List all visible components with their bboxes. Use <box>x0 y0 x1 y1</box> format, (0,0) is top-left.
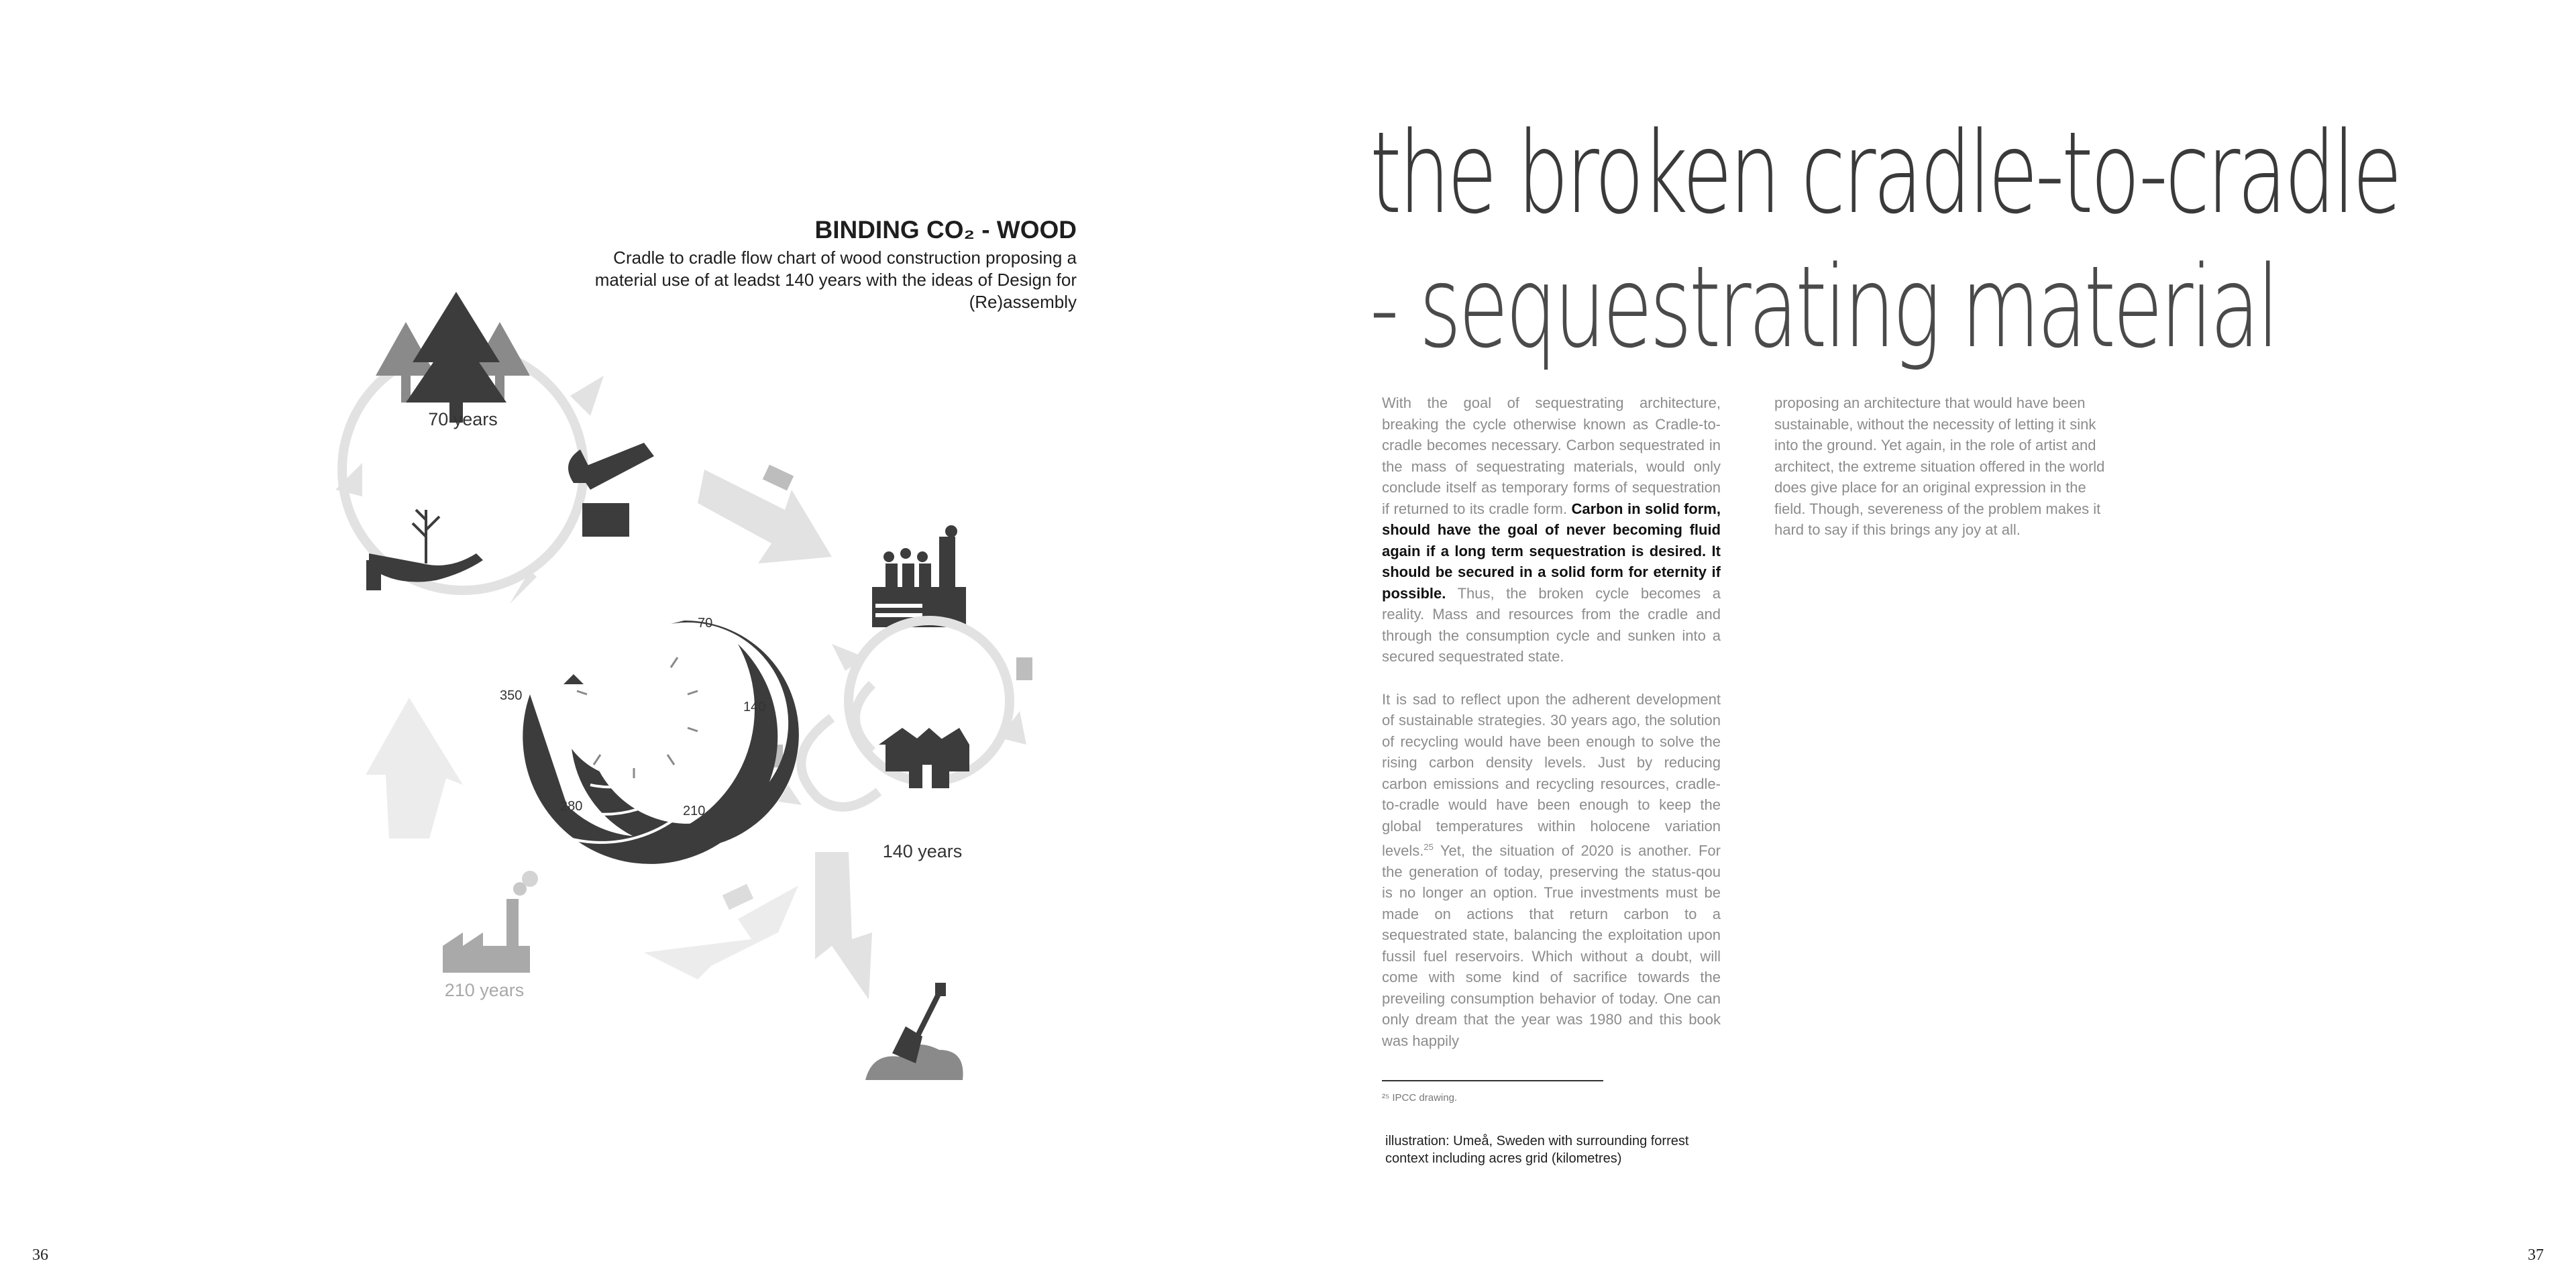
gauge-tick-350: 350 <box>500 688 523 703</box>
gauge-tick-140: 140 <box>743 700 766 714</box>
footnote: ²⁵ IPCC drawing. <box>1382 1092 1458 1104</box>
hand-seedling-icon <box>366 510 483 590</box>
footnote-ref: 25 <box>1424 842 1434 852</box>
page-number-left: 36 <box>32 1246 48 1264</box>
flow-arrow-to-forest <box>366 698 463 839</box>
flow-arrow-to-old-factory <box>644 885 798 979</box>
footnote-rule <box>1382 1080 1603 1081</box>
body-column-right <box>1774 392 2113 562</box>
factory-faded-icon <box>443 871 538 973</box>
chapter-title-line1: the broken cradle-to-cradle <box>1370 107 2400 239</box>
paragraph-1-emphasis: Carbon in solid form, should have the goal of never becoming fluid again if a long term sequestration is desired. It should be secured in a solid form for eternity if possible. <box>1382 500 1721 602</box>
trees-icon <box>376 292 530 423</box>
label-70-years: 70 years <box>428 409 498 429</box>
sequestration-spiral-gauge <box>523 621 799 864</box>
flow-arrow-to-ground <box>815 852 872 1000</box>
building-cycle-ring <box>801 621 1010 807</box>
illustration-caption: illustration: Umeå, Sweden with surrounding forrest context including acres grid (kilometres) <box>1385 1134 1689 1166</box>
paragraph-3: proposing an architecture that would have been sustainable, without the necessity of letting it sink into the ground. Yet again, in the role of artist and architect, the extreme situation offered in the world does give place for an original expression in the field. Though, severeness of the problem makes it hard to say if this brings any joy at all. <box>1774 394 2105 538</box>
truck-icon-faded <box>722 884 753 910</box>
truck-icon <box>763 465 794 491</box>
page-number-right: 37 <box>2528 1246 2544 1264</box>
paragraph-2-part-a: It is sad to reflect upon the adherent development of sustainable strategies. 30 years ago, the solution of recycling would have been enough to solve the rising carbon density levels. Just by reducing carbon emissions and recycling resources, cradle-to-cradle would have been enough to keep the global temperatures within holocene variation levels. <box>1382 690 1721 859</box>
paragraph-1 <box>1382 392 1721 667</box>
paragraph-2 <box>1382 689 1721 1052</box>
shovel-icon <box>865 983 963 1080</box>
paragraph-1-intro: With the goal of sequestrating architecture, breaking the cycle otherwise known as Cradle-to-cradle becomes necessary. Carbon sequestrated in the mass of sequestrating materials, would only conclude itself as temporary forms of sequestration if returned to its cradle form. <box>1382 394 1721 517</box>
chapter-title-line2: - sequestrating material <box>1370 241 2277 373</box>
gauge-tick-210: 210 <box>683 804 706 818</box>
body-column-left <box>1382 392 1721 1073</box>
paragraph-2-part-b: Yet, the situation of 2020 is another. For the generation of today, preserving the status-qou is no longer an option. True investments must be made on actions that return carbon to a sequestrated state, balancing the exploitation upon fussil fuel reservoirs. Which without a doubt, will come with some kind of sacrifice towards the preveiling consumption behavior of today. One can only dream that the year was 1980 and this book was happily <box>1382 842 1721 1049</box>
figure-caption: Cradle to cradle flow chart of wood construction proposing a material use of at leadst 140 years with the ideas of Design for (Re)assembly <box>594 248 1077 312</box>
factory-icon <box>872 525 966 627</box>
gauge-tick-70: 70 <box>698 616 713 631</box>
paragraph-1-conclusion: Thus, the broken cycle becomes a reality. Mass and resources from the cradle and through the consumption cycle and sunken into a secured sequestrated state. <box>1382 584 1721 665</box>
label-210-years: 210 years <box>444 980 525 1000</box>
label-140-years: 140 years <box>882 841 963 861</box>
flow-arrow-to-factory <box>698 470 832 564</box>
figure-title: BINDING CO₂ - WOOD <box>814 216 1077 244</box>
gauge-tick-280: 280 <box>560 799 583 814</box>
